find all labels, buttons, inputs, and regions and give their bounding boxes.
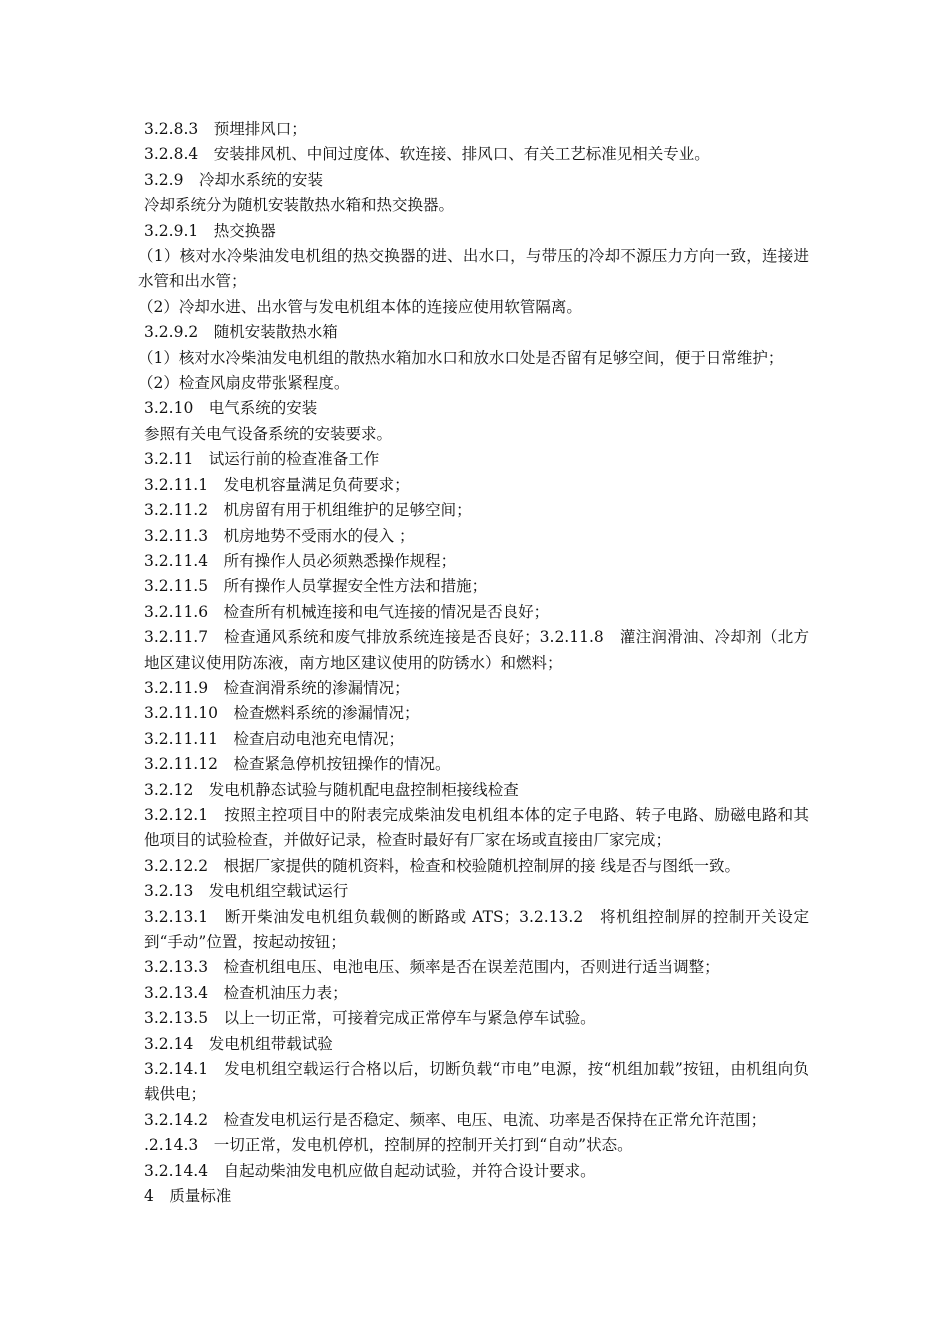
text-line: 3.2.11.11 检查启动电池充电情况； [144,729,404,748]
text-line: 3.2.13.5 以上一切正常，可接着完成正常停车与紧急停车试验。 [144,1009,596,1028]
document-body [138,117,809,1209]
chapter-heading: 4 质量标准 [144,1187,232,1206]
section-heading: 3.2.11 试运行前的检查准备工作 [144,450,380,469]
text-line: 3.2.11.5 所有操作人员掌握安全性方法和措施； [144,577,488,596]
text-line: 3.2.14.2 检查发电机运行是否稳定、频率、电压、电流、功率是否保持在正常允许范围； [144,1110,767,1129]
paragraph: 3.2.12.1 按照主控项目中的附表完成柴油发电机组本体的定子电路、转子电路、励磁电路和其他项目的试验检查，并做好记录，检查时最好有厂家在场或直接由厂家完成； [144,805,809,850]
text-line: 3.2.14.4 自起动柴油发电机应做自起动试验，并符合设计要求。 [144,1161,596,1180]
subsection-heading: 3.2.9.2 随机安装散热水箱 [144,323,338,342]
section-heading: 3.2.14 发电机组带载试验 [144,1034,333,1053]
text-line: 3.2.11.3 机房地势不受雨水的侵入 ； [144,526,415,545]
section-heading: 3.2.13 发电机组空载试运行 [144,882,349,901]
section-heading: 3.2.9 冷却水系统的安装 [144,170,323,189]
text-line: 3.2.11.10 检查燃料系统的渗漏情况； [144,704,420,723]
text-line: 3.2.8.3 预埋排风口； [144,120,307,138]
text-line: 冷却系统分为随机安装散热水箱和热交换器。 [144,196,455,215]
text-line: 参照有关电气设备系统的安装要求。 [144,424,393,443]
text-line: 3.2.8.4 安装排风机、中间过度体、软连接、排风口、有关工艺标准见相关专业。 [144,145,710,164]
text-line: .2.14.3 一切正常，发电机停机，控制屏的控制开关打到“自动”状态。 [144,1136,633,1155]
text-line: （2）检查风扇皮带张紧程度。 [138,374,350,393]
paragraph: 3.2.13.1 断开柴油发电机组负载侧的断路或 ATS；3.2.13.2 将机组控制屏的控制开关设定到“手动”位置，按起动按钮； [144,907,809,951]
text-line: 3.2.13.4 检查机油压力表； [144,983,348,1002]
text-line: 3.2.11.1 发电机容量满足负荷要求； [144,475,410,494]
section-heading: 3.2.12 发电机静态试验与随机配电盘控制柜接线检查 [144,780,519,799]
text-line: 3.2.11.6 检查所有机械连接和电气连接的情况是否良好； [144,602,550,621]
text-line: （2）冷却水进、出水管与发电机组本体的连接应使用软管隔离。 [138,297,582,316]
section-heading: 3.2.10 电气系统的安装 [144,399,318,418]
text-line: 3.2.13.3 检查机组电压、电池电压、频率是否在误差范围内，否则进行适当调整； [144,958,720,977]
text-line: 3.2.11.9 检查润滑系统的渗漏情况； [144,678,410,697]
paragraph: （1）核对水冷柴油发电机组的散热水箱加水口和放水口处是否留有足够空间，便于日常维护； [138,348,784,367]
subsection-heading: 3.2.9.1 热交换器 [144,221,276,240]
paragraph: （1）核对水冷柴油发电机组的热交换器的进、出水口，与带压的冷却不源压力方向一致，连接进水管和出水管； [138,247,809,291]
paragraph: 3.2.11.7 检查通风系统和废气排放系统连接是否良好；3.2.11.8 灌注润滑油、冷却剂（北方地区建议使用防冻液，南方地区建议使用的防锈水）和燃料； [144,628,809,672]
text-line: 3.2.11.12 检查紧急停机按钮操作的情况。 [144,755,451,774]
text-line: 3.2.11.2 机房留有用于机组维护的足够空间； [144,501,472,520]
paragraph: 3.2.14.1 发电机组空载运行合格以后，切断负载“市电”电源，按“机组加载”按钮，由机组向负载供电； [144,1060,809,1104]
text-line: 3.2.11.4 所有操作人员必须熟悉操作规程； [144,551,457,570]
text-line: 3.2.12.2 根据厂家提供的随机资料，检查和校验随机控制屏的接 线是否与图纸一致。 [144,856,741,875]
